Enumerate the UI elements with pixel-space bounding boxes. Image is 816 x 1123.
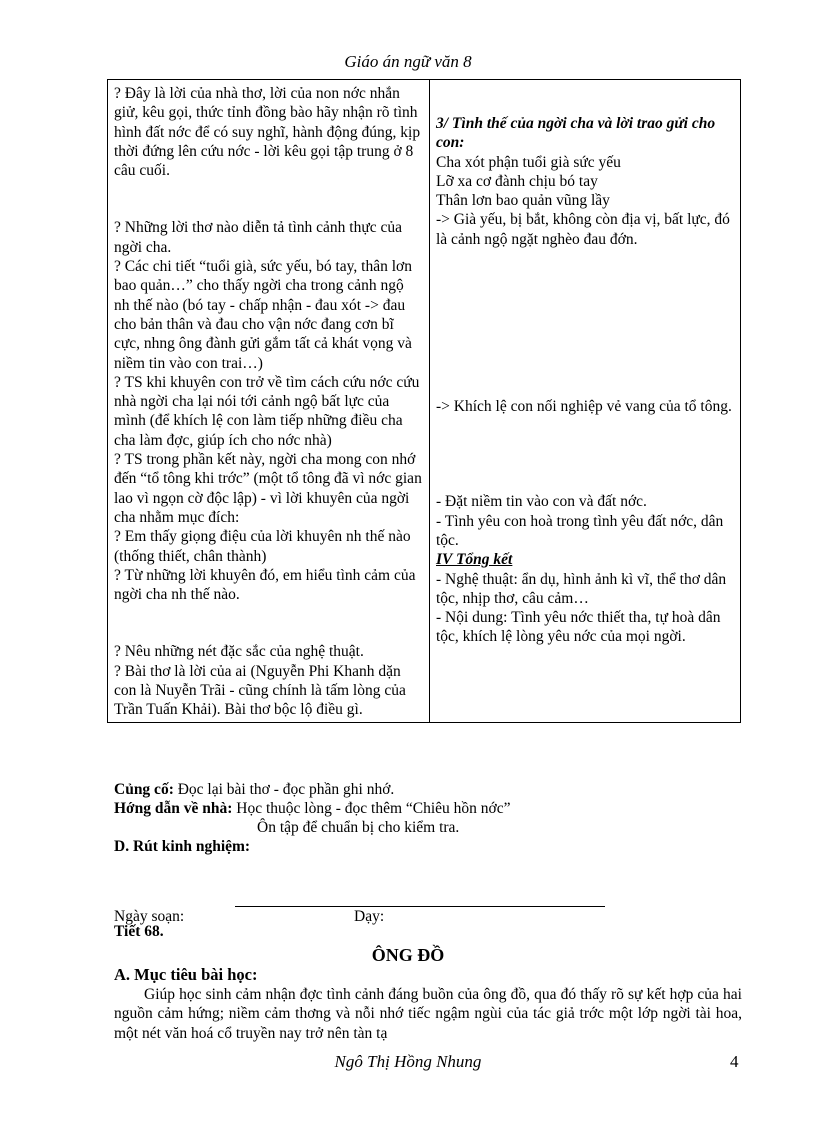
lesson-closing	[114, 780, 754, 856]
content-column	[430, 80, 741, 723]
prep-date-label: Ngày soạn:	[114, 908, 185, 925]
separator-line	[235, 906, 605, 907]
consolidation-label: Củng cố:	[114, 781, 174, 798]
lesson-number: Tiết 68.	[114, 923, 164, 940]
section-3-heading: 3/ Tình thế của ngời cha và lời trao gửi cho con:	[436, 115, 716, 152]
question-3: ? Các chi tiết “tuổi già, sức yếu, bó tay, thân lơn bao quản…” cho thấy ngời cha trong cảnh ngộ nh thế nào (bó tay - chấp nhận - đau xót -> đau cho bản thân và đau cho vận nớc đang cơn bĩ cực, nhng ông đành gửi gắm tất cả khát vọng và niềm tin vào con trai…)	[114, 258, 412, 372]
question-8: ? Nêu những nét đặc sắc của nghệ thuật.	[114, 643, 364, 661]
analysis-1: -> Già yếu, bị bắt, không còn địa vị, bất lực, đó là cảnh ngộ ngặt nghèo đau đớn.	[436, 211, 730, 248]
summary-art: - Nghệ thuật: ẩn dụ, hình ảnh kì vĩ, thể thơ dân tộc, nhịp thơ, câu cảm…	[436, 570, 727, 607]
teach-date-label: Dạy:	[354, 908, 385, 925]
homework-text: Học thuộc lòng - đọc thêm “Chiêu hồn nớc”	[232, 800, 511, 817]
homework-label: Hớng dẫn về nhà:	[114, 800, 233, 817]
section-4-heading: IV Tổng kết	[436, 551, 513, 569]
lesson-table	[107, 79, 741, 723]
consolidation-text: Đọc lại bài thơ - đọc phần ghi nhớ.	[173, 781, 395, 798]
poem-line-2: Lỡ xa cơ đành chịu bó tay	[436, 172, 598, 190]
objectives-section	[114, 965, 742, 1043]
poem-line-3: Thân lơn bao quản vũng lầy	[436, 192, 610, 210]
lesson-dates	[114, 908, 384, 941]
objectives-body: Giúp học sinh cảm nhận đợc tình cảnh đáng buồn của ông đồ, qua đó thấy rõ sự kết hợp của hai nguồn cảm hứng; niềm cảm thơng và nỗi nhớ tiếc ngậm ngùi của tác giả trớc một lớp ngời tài hoa, một nét văn hoá cổ truyền nay trở nên tàn tạ	[114, 985, 742, 1042]
review-text: Ôn tập để chuẩn bị cho kiểm tra.	[257, 819, 460, 836]
poem-line-1: Cha xót phận tuổi già sức yếu	[436, 153, 621, 171]
question-9: ? Bài thơ là lời của ai (Nguyễn Phi Khanh dặn con là Nuyễn Trãi - cũng chính là tấm lòng của Trần Tuấn Khải). Bài thơ bộc lộ điều gì.	[114, 662, 406, 719]
page-header: Giáo án ngữ văn 8	[344, 52, 472, 71]
objectives-heading: A. Mục tiêu bài học:	[114, 965, 258, 984]
question-7: ? Từ những lời khuyên đó, em hiểu tình cảm của ngời cha nh thế nào.	[114, 566, 416, 604]
question-2: ? Những lời thơ nào diễn tả tình cảnh thực của ngời cha.	[114, 219, 403, 256]
question-5: ? TS trong phần kết này, ngời cha mong con nhớ đến “tổ tông khi trớc” (một tổ tông đã vì nớc gian lao vì ngọn cờ độc lập) - vì lời khuyên của ngời cha nhằm mục đích:	[114, 451, 422, 526]
question-6: ? Em thấy giọng điệu của lời khuyên nh thế nào (thống thiết, chân thành)	[114, 528, 411, 565]
question-4: ? TS khi khuyên con trở về tìm cách cứu nớc cứu nhà ngời cha lại nói tới cảnh ngộ bất lực của mình (để khích lệ con làm tiếp những điều cha cha làm đợc, giúp ích cho nớc nhà)	[114, 373, 420, 449]
page-number: 4	[730, 1052, 739, 1071]
experience-heading: D. Rút kinh nghiệm:	[114, 838, 251, 855]
footer-author: Ngô Thị Hồng Nhung	[334, 1052, 482, 1071]
analysis-4: - Tình yêu con hoà trong tình yêu đất nớc, dân tộc.	[436, 512, 724, 549]
analysis-3: - Đặt niềm tin vào con và đất nớc.	[436, 493, 647, 511]
question-1: ? Đây là lời của nhà thơ, lời của non nớc nhắn giử, kêu gọi, thức tỉnh đồng bào hãy nhận rõ tình hình đất nớc để có suy nghĩ, hành động đúng, kịp thời đứng lên cứu nớc - lời kêu gọi tập trung ở 8 câu cuối.	[114, 85, 421, 180]
summary-content: - Nội dung: Tình yêu nớc thiết tha, tự hoà dân tộc, khích lệ lòng yêu nớc của mọi ngời.	[436, 609, 721, 646]
lesson-title: ÔNG ĐỒ	[371, 945, 445, 965]
analysis-2: -> Khích lệ con nối nghiệp vẻ vang của tổ tông.	[436, 398, 732, 416]
teacher-questions-column	[108, 80, 430, 723]
